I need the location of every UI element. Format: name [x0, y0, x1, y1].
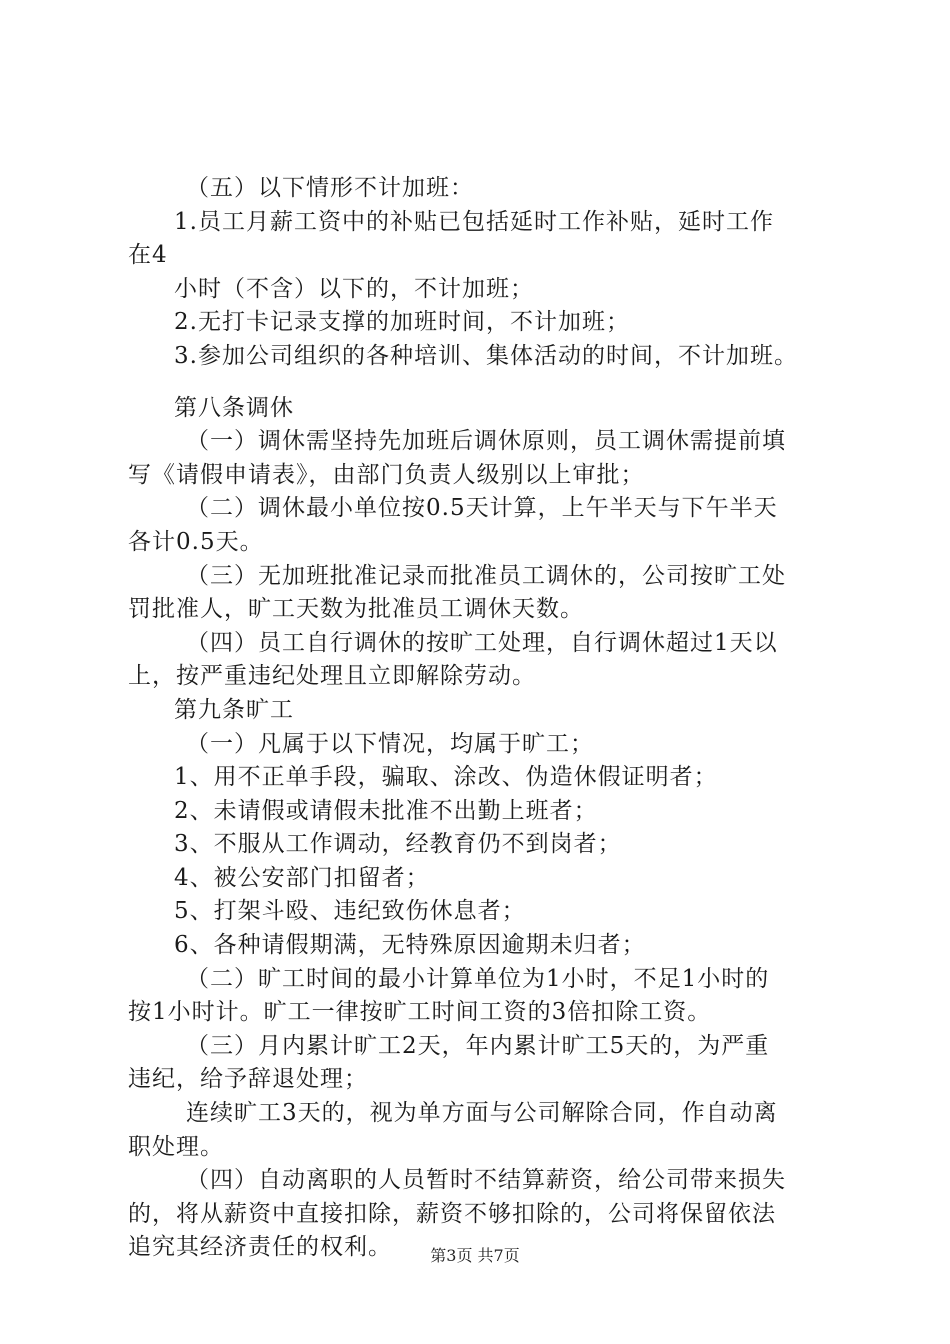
article-9-item-6: 6、各种请假期满，无特殊原因逾期未归者； — [174, 932, 646, 959]
article-8-para-4-cont: 上，按严重违纪处理且立即解除劳动。 — [128, 663, 536, 690]
article-8-para-4: （四）员工自行调休的按旷工处理，自行调休超过1天以 — [186, 629, 778, 656]
clause-5-item-1-cont2: 小时（不含）以下的，不计加班； — [174, 275, 534, 302]
article-9-para-3: （三）月内累计旷工2天，年内累计旷工5天的，为严重 — [186, 1032, 770, 1059]
article-9-para-2-cont: 按1小时计。旷工一律按旷工时间工资的3倍扣除工资。 — [128, 999, 712, 1026]
clause-5-item-1: 1.员工月薪工资中的补贴已包括延时工作补贴，延时工作 — [174, 208, 774, 235]
article-9-item-1: 1、用不正单手段，骗取、涂改、伪造休假证明者； — [174, 764, 718, 791]
article-9-para-3b: 连续旷工3天的，视为单方面与公司解除合同，作自动离 — [186, 1100, 778, 1127]
page-number-footer: 第3页 共7页 — [430, 1246, 520, 1265]
article-9-item-5: 5、打架斗殴、违纪致伤休息者； — [174, 898, 526, 925]
article-8-para-3: （三）无加班批准记录而批准员工调休的，公司按旷工处 — [186, 562, 786, 589]
article-9-para-4-cont2: 追究其经济责任的权利。 — [128, 1234, 392, 1261]
article-9-item-2: 2、未请假或请假未批准不出勤上班者； — [174, 797, 598, 824]
article-8-title: 第八条调休 — [174, 394, 294, 421]
article-9-para-4-cont: 的，将从薪资中直接扣除，薪资不够扣除的，公司将保留依法 — [128, 1200, 776, 1227]
article-8-para-1: （一）调休需坚持先加班后调休原则，员工调休需提前填 — [186, 428, 786, 455]
article-8-para-2: （二）调休最小单位按0.5天计算，上午半天与下午半天 — [186, 495, 778, 522]
article-8-para-1-cont: 写《请假申请表》，由部门负责人级别以上审批； — [128, 461, 645, 488]
clause-5-heading: （五）以下情形不计加班： — [186, 175, 474, 201]
article-8-para-3-cont: 罚批准人，旷工天数为批准员工调休天数。 — [128, 596, 584, 623]
article-9-para-3b-cont: 职处理。 — [128, 1133, 224, 1160]
article-9-para-1: （一）凡属于以下情况，均属于旷工； — [186, 730, 594, 757]
article-9-para-2: （二）旷工时间的最小计算单位为1小时，不足1小时的 — [186, 965, 770, 992]
article-9-item-4: 4、被公安部门扣留者； — [174, 864, 430, 891]
clause-5-item-3: 3.参加公司组织的各种培训、集体活动的时间，不计加班。 — [174, 342, 798, 369]
clause-5-item-1-cont: 在4 — [128, 242, 168, 269]
paragraph-gap — [128, 374, 848, 392]
clause-5-item-2: 2.无打卡记录支撑的加班时间，不计加班； — [174, 309, 630, 336]
article-9-para-4: （四）自动离职的人员暂时不结算薪资，给公司带来损失 — [186, 1167, 786, 1194]
document-body — [128, 172, 848, 1265]
article-9-item-3: 3、不服从工作调动，经教育仍不到岗者； — [174, 831, 622, 858]
article-8-para-2-cont: 各计0.5天。 — [128, 528, 264, 555]
article-9-para-3-cont: 违纪，给予辞退处理； — [128, 1066, 368, 1093]
article-9-title: 第九条旷工 — [174, 696, 294, 723]
